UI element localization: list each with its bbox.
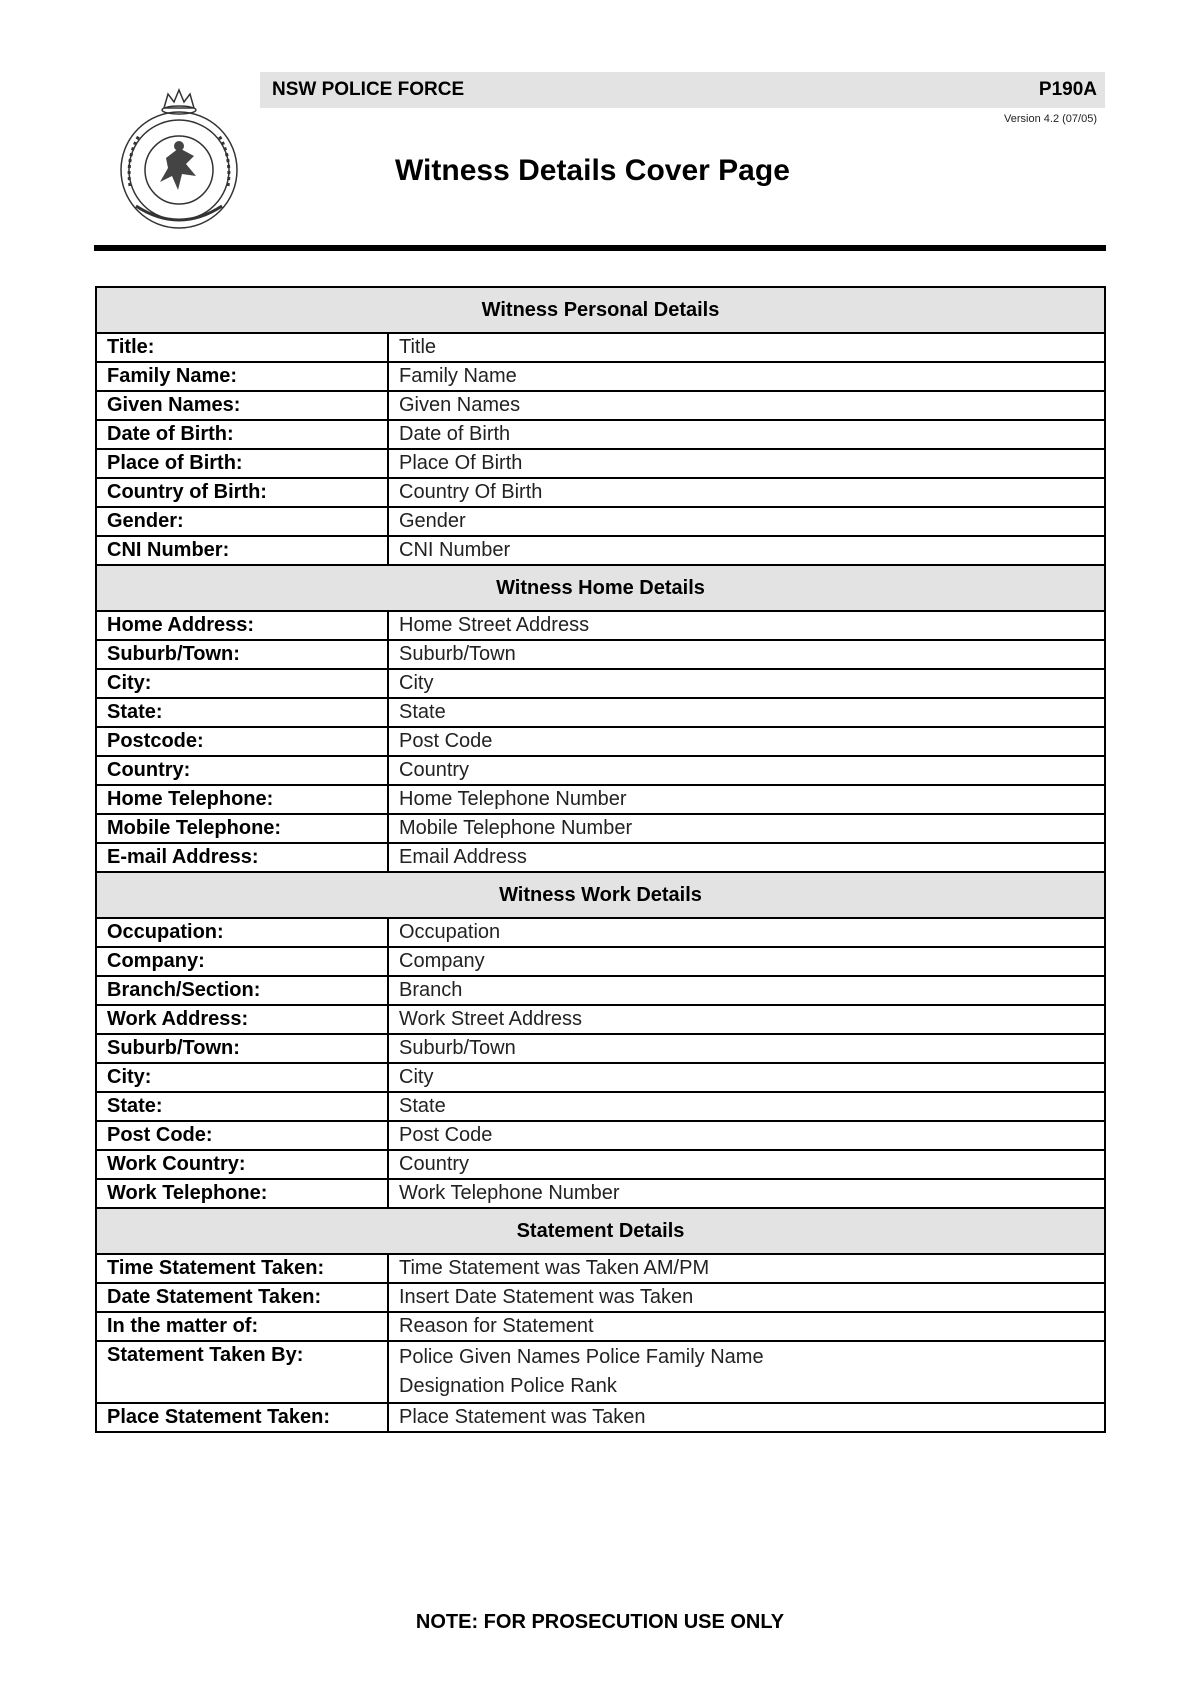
field-value[interactable]: Title — [388, 333, 1105, 362]
table-row — [96, 785, 1105, 814]
field-value[interactable]: Country Of Birth — [388, 478, 1105, 507]
table-row — [96, 1341, 1105, 1403]
section-header — [96, 287, 1105, 333]
field-value[interactable]: Email Address — [388, 843, 1105, 872]
section-header — [96, 872, 1105, 918]
field-label: Work Telephone: — [96, 1179, 388, 1208]
field-value[interactable]: Branch — [388, 976, 1105, 1005]
table-row — [96, 1179, 1105, 1208]
table-row — [96, 1283, 1105, 1312]
header-rule — [94, 245, 1106, 251]
field-label: Title: — [96, 333, 388, 362]
table-row — [96, 1005, 1105, 1034]
form-code: P190A — [1038, 79, 1097, 100]
field-label: In the matter of: — [96, 1312, 388, 1341]
table-row — [96, 1254, 1105, 1283]
field-label: Date of Birth: — [96, 420, 388, 449]
field-label: Company: — [96, 947, 388, 976]
field-label: E-mail Address: — [96, 843, 388, 872]
field-label: Home Address: — [96, 611, 388, 640]
witness-details-table — [95, 286, 1106, 1433]
field-label: City: — [96, 669, 388, 698]
header-bar — [260, 72, 1105, 108]
field-value[interactable]: Place Statement was Taken — [388, 1403, 1105, 1432]
nsw-police-crest-logo — [116, 86, 242, 232]
table-row — [96, 1121, 1105, 1150]
field-label: Place of Birth: — [96, 449, 388, 478]
field-value[interactable]: Company — [388, 947, 1105, 976]
field-value[interactable]: Mobile Telephone Number — [388, 814, 1105, 843]
field-value[interactable]: Family Name — [388, 362, 1105, 391]
field-value[interactable]: Place Of Birth — [388, 449, 1105, 478]
section-heading: Witness Personal Details — [96, 287, 1105, 333]
table-row — [96, 1403, 1105, 1432]
field-value[interactable]: State — [388, 698, 1105, 727]
field-label: Gender: — [96, 507, 388, 536]
field-value[interactable]: Given Names — [388, 391, 1105, 420]
table-row — [96, 918, 1105, 947]
version-label: Version 4.2 (07/05) — [1004, 113, 1097, 125]
table-row — [96, 449, 1105, 478]
table-row — [96, 843, 1105, 872]
section-heading: Statement Details — [96, 1208, 1105, 1254]
field-label: Place Statement Taken: — [96, 1403, 388, 1432]
field-value[interactable]: Suburb/Town — [388, 1034, 1105, 1063]
field-value[interactable]: Post Code — [388, 1121, 1105, 1150]
field-label: Family Name: — [96, 362, 388, 391]
prosecution-note: NOTE: FOR PROSECUTION USE ONLY — [415, 1611, 785, 1633]
page-title: Witness Details Cover Page — [395, 154, 790, 187]
field-label: City: — [96, 1063, 388, 1092]
table-row — [96, 1034, 1105, 1063]
field-label: State: — [96, 1092, 388, 1121]
field-value[interactable]: Country — [388, 756, 1105, 785]
table-row — [96, 727, 1105, 756]
field-value[interactable]: Country — [388, 1150, 1105, 1179]
field-label: Given Names: — [96, 391, 388, 420]
table-row — [96, 507, 1105, 536]
field-label: State: — [96, 698, 388, 727]
table-row — [96, 947, 1105, 976]
field-value[interactable]: City — [388, 1063, 1105, 1092]
field-label: Mobile Telephone: — [96, 814, 388, 843]
table-row — [96, 1312, 1105, 1341]
field-label: Work Address: — [96, 1005, 388, 1034]
field-label: Work Country: — [96, 1150, 388, 1179]
section-header — [96, 565, 1105, 611]
field-value[interactable]: City — [388, 669, 1105, 698]
field-label: Statement Taken By: — [96, 1341, 388, 1403]
field-value-line: Designation Police Rank — [399, 1375, 617, 1397]
table-row — [96, 976, 1105, 1005]
field-label: Post Code: — [96, 1121, 388, 1150]
field-label: Occupation: — [96, 918, 388, 947]
field-value[interactable]: CNI Number — [388, 536, 1105, 565]
table-row — [96, 536, 1105, 565]
field-value[interactable]: Reason for Statement — [388, 1312, 1105, 1341]
table-row — [96, 420, 1105, 449]
field-label: Time Statement Taken: — [96, 1254, 388, 1283]
field-value[interactable]: Insert Date Statement was Taken — [388, 1283, 1105, 1312]
table-row — [96, 1092, 1105, 1121]
field-label: Suburb/Town: — [96, 640, 388, 669]
table-row — [96, 698, 1105, 727]
field-label: Suburb/Town: — [96, 1034, 388, 1063]
table-row — [96, 611, 1105, 640]
field-value[interactable]: Occupation — [388, 918, 1105, 947]
field-value[interactable]: Date of Birth — [388, 420, 1105, 449]
field-label: Postcode: — [96, 727, 388, 756]
table-row — [96, 1150, 1105, 1179]
field-value[interactable]: Home Telephone Number — [388, 785, 1105, 814]
table-row — [96, 333, 1105, 362]
field-label: Branch/Section: — [96, 976, 388, 1005]
table-row — [96, 756, 1105, 785]
table-row — [96, 814, 1105, 843]
field-value[interactable]: Work Street Address — [388, 1005, 1105, 1034]
field-value[interactable]: Suburb/Town — [388, 640, 1105, 669]
field-value[interactable]: State — [388, 1092, 1105, 1121]
field-value[interactable]: Home Street Address — [388, 611, 1105, 640]
org-name: NSW POLICE FORCE — [272, 79, 465, 100]
field-label: CNI Number: — [96, 536, 388, 565]
field-value[interactable]: Time Statement was Taken AM/PM — [388, 1254, 1105, 1283]
field-label: Date Statement Taken: — [96, 1283, 388, 1312]
table-row — [96, 362, 1105, 391]
table-row — [96, 478, 1105, 507]
field-value[interactable]: Gender — [388, 507, 1105, 536]
field-value[interactable] — [388, 1341, 1105, 1403]
table-row — [96, 391, 1105, 420]
table-row — [96, 640, 1105, 669]
section-heading: Witness Work Details — [96, 872, 1105, 918]
table-row — [96, 1063, 1105, 1092]
section-heading: Witness Home Details — [96, 565, 1105, 611]
field-label: Country: — [96, 756, 388, 785]
field-label: Home Telephone: — [96, 785, 388, 814]
table-row — [96, 669, 1105, 698]
field-label: Country of Birth: — [96, 478, 388, 507]
field-value-line: Police Given Names Police Family Name — [399, 1346, 764, 1368]
field-value[interactable]: Post Code — [388, 727, 1105, 756]
field-value[interactable]: Work Telephone Number — [388, 1179, 1105, 1208]
section-header — [96, 1208, 1105, 1254]
